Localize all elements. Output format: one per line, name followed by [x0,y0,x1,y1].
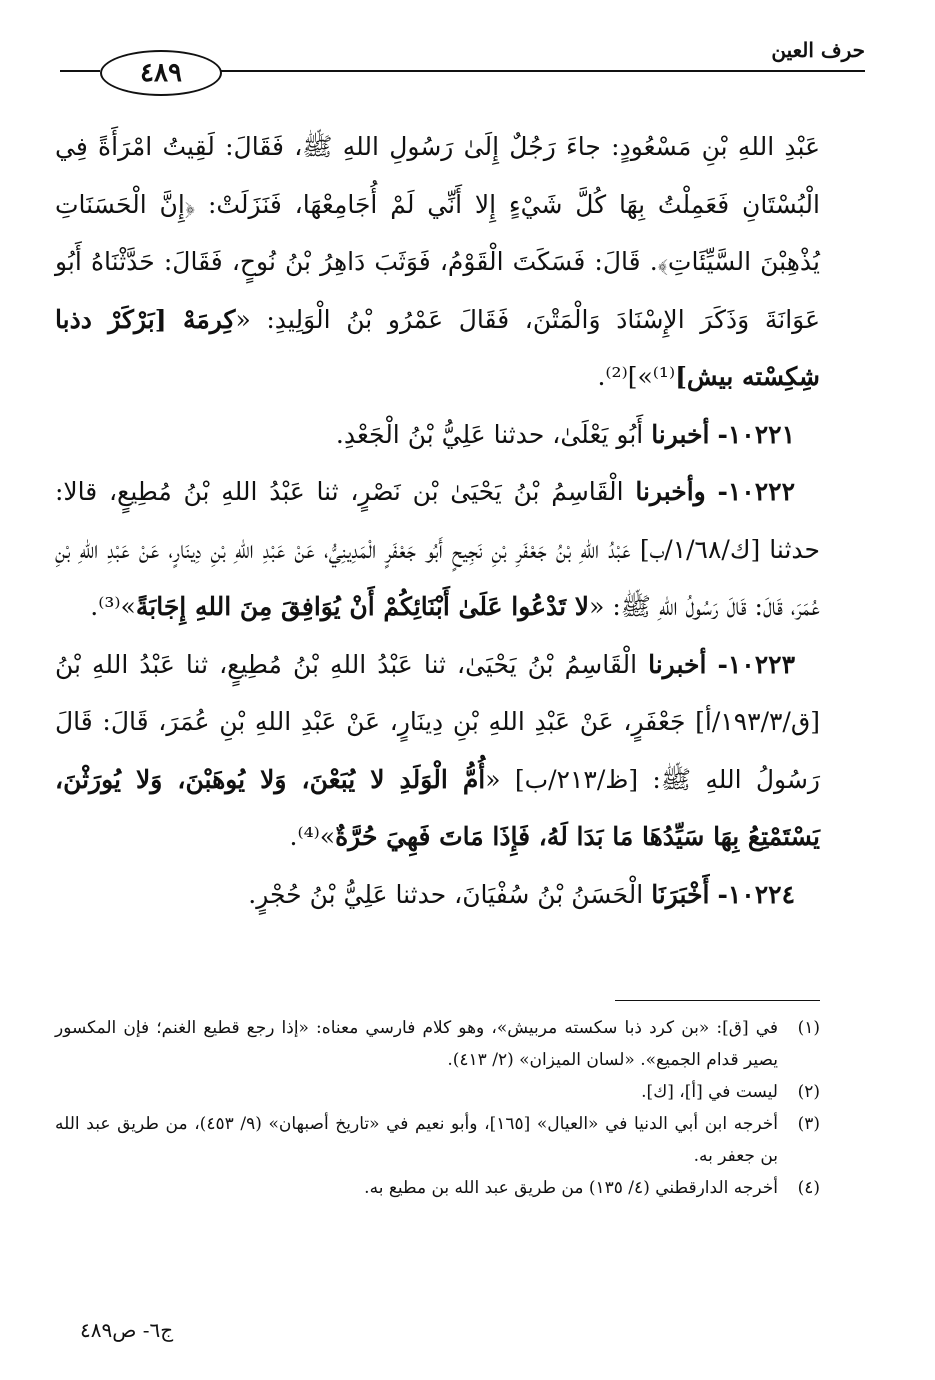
hadith-text: الْحَسَنُ بْنُ سُفْيَانَ، حدثنا عَلِيُّ بْنُ حُجْرٍ. [248,879,644,909]
p1-text: عَبْدِ اللهِ بْنِ مَسْعُودٍ: جاءَ رَجُلٌ إِلَىٰ رَسُولِ اللهِ ﷺ، فَقَالَ: لَقِيتُ امْرَأَةً فِي الْبُسْتَانِ فَعَمِلْتُ بِهَا كُلَّ شَيْءٍ إِلا أَنِّي لَمْ أُجَامِعْهَا، فَنَزَلَتْ: ﴿إِنَّ الْحَسَنَاتِ يُذْهِبْنَ السَّيِّئَاتِ﴾. قَالَ: فَسَكَتَ الْقَوْمُ، فَوَثَبَ دَاهِرُ بْنُ نُوحٍ، فَقَالَ: حَدَّثْنَاهُ أَبُو عَوَانَةَ وَذَكَرَ الإِسْنَادَ وَالْمَتْنَ، فَقَالَ عَمْرُو بْنُ الْوَلِيدِ: « [55,132,820,334]
footnote-number: (٤) [797,1178,820,1198]
footnote-text: أخرجه ابن أبي الدنيا في «العيال» [١٦٥]، وأبو نعيم في «تاريخ أصبهان» (٩/ ٤٥٣)، من طريق عبد الله بن جعفر به. [55,1114,778,1166]
footnotes [55,1012,820,1204]
footnote-number: (٢) [797,1082,820,1102]
hadith-text: الْقَاسِمُ بْنُ يَحْيَىٰ، ثنا عَبْدُ اللهِ بْنُ مُطِيعٍ، ثنا عَبْدُ اللهِ بْنُ [ق/١٩٣/٣/أ] جَعْفَرٍ، عَنْ عَبْدِ اللهِ بْنِ دِينَارٍ، عَنْ عَبْدِ اللهِ بْنِ عُمَرَ، قَالَ: قَالَ رَسُولُ اللهِ ﷺ: [ظ/٢١٣/ب] « [55,649,820,794]
header-rule [178,70,865,72]
footnote-number: (١) [797,1018,820,1038]
hadith-matn: لا تَدْعُوا عَلَىٰ أَبْنَائِكُمْ أَنْ يُوَافِقَ مِنَ اللهِ إِجَابَةً [135,592,590,621]
hadith-number: ١٠٢٢١- [717,419,795,449]
footnote-text: أخرجه الدارقطني (٤/ ١٣٥) من طريق عبد الله بن مطيع به. [364,1178,778,1198]
volume-page-reference: ج٦- ص٤٨٩ [80,1318,174,1342]
footnote-number: (٣) [797,1114,820,1134]
footnote-1 [55,1012,820,1076]
chapter-title: حرف العين [771,38,865,62]
footnote-text: في [ق]: «بن كرد ذبا سكسته مربيش»، وهو كلام فارسي معناه: «إذا رجع قطيع الغنم؛ فإن المكسور يصير قدام الجميع». «لسان الميزان» (٢/ ٤١٣). [55,1018,778,1070]
hadith-end: »⁽³⁾. [90,592,136,621]
hadith-number: ١٠٢٢٤- [717,879,795,909]
hadith-lead: أخبرنا [651,419,710,449]
paragraph-10222 [55,463,820,636]
hadith-text: الْقَاسِمُ بْنُ يَحْيَىٰ بْن نَصْرٍ، ثنا عَبْدُ اللهِ بْنُ مُطِيعٍ، قالا: حدثنا [ك/١/٦٨/ب] عَبْدُ اللهِ بْنُ جَعْفَرِ بْنِ نَجِيحٍ أَبُو جَعْفَرٍ الْمَدِينِيُّ، عَنْ عَبْدِ اللهِ بْنِ دِينَارٍ، عَنْ عَبْدِ اللهِ بْنِ عُمَرَ، قَالَ: قَالَ رَسُولُ اللهِ ﷺ: « [55,477,820,621]
main-text [55,118,820,923]
hadith-number: ١٠٢٢٣- [717,649,796,679]
paragraph-10223 [55,636,820,866]
hadith-number: ١٠٢٢٢- [717,477,795,506]
footnote-2 [55,1076,820,1108]
footnote-separator [615,1000,820,1001]
footnote-3 [55,1108,820,1172]
paragraph-10221 [55,406,820,464]
p1-end: ⁽¹⁾»]⁽²⁾. [597,362,676,391]
hadith-end: »⁽⁴⁾. [289,822,336,851]
page-header [60,28,865,88]
hadith-lead: وأخبرنا [635,477,706,506]
hadith-lead: أَخْبَرَنَا [651,879,710,909]
header-rule-left [60,70,100,72]
hadith-matn: أُمُّ الْوَلَدِ لا يُبَعْنَ، وَلا يُوهَبْنَ، وَلا يُورَثْنَ، يَسْتَمْتِعُ بِهَا سَيِّدُهَا مَا بَدَا لَهُ، فَإِذَا مَاتَ فَهِيَ حُرَّةٌ [55,764,820,851]
paragraph-1 [55,118,820,406]
hadith-text: أَبُو يَعْلَىٰ، حدثنا عَلِيُّ بْنُ الْجَعْدِ. [335,419,644,449]
footnote-text: ليست في [أ]، [ك]. [641,1082,778,1102]
page-number: ٤٨٩ [140,58,182,88]
hadith-lead: أخبرنا [648,649,707,679]
p1-bold: كِرمَهْ [بَرْكَرْ دذبا شِكِسْته بيش] [55,304,820,391]
footnote-4 [55,1172,820,1204]
page-number-oval [100,50,222,96]
paragraph-10224 [55,866,820,924]
